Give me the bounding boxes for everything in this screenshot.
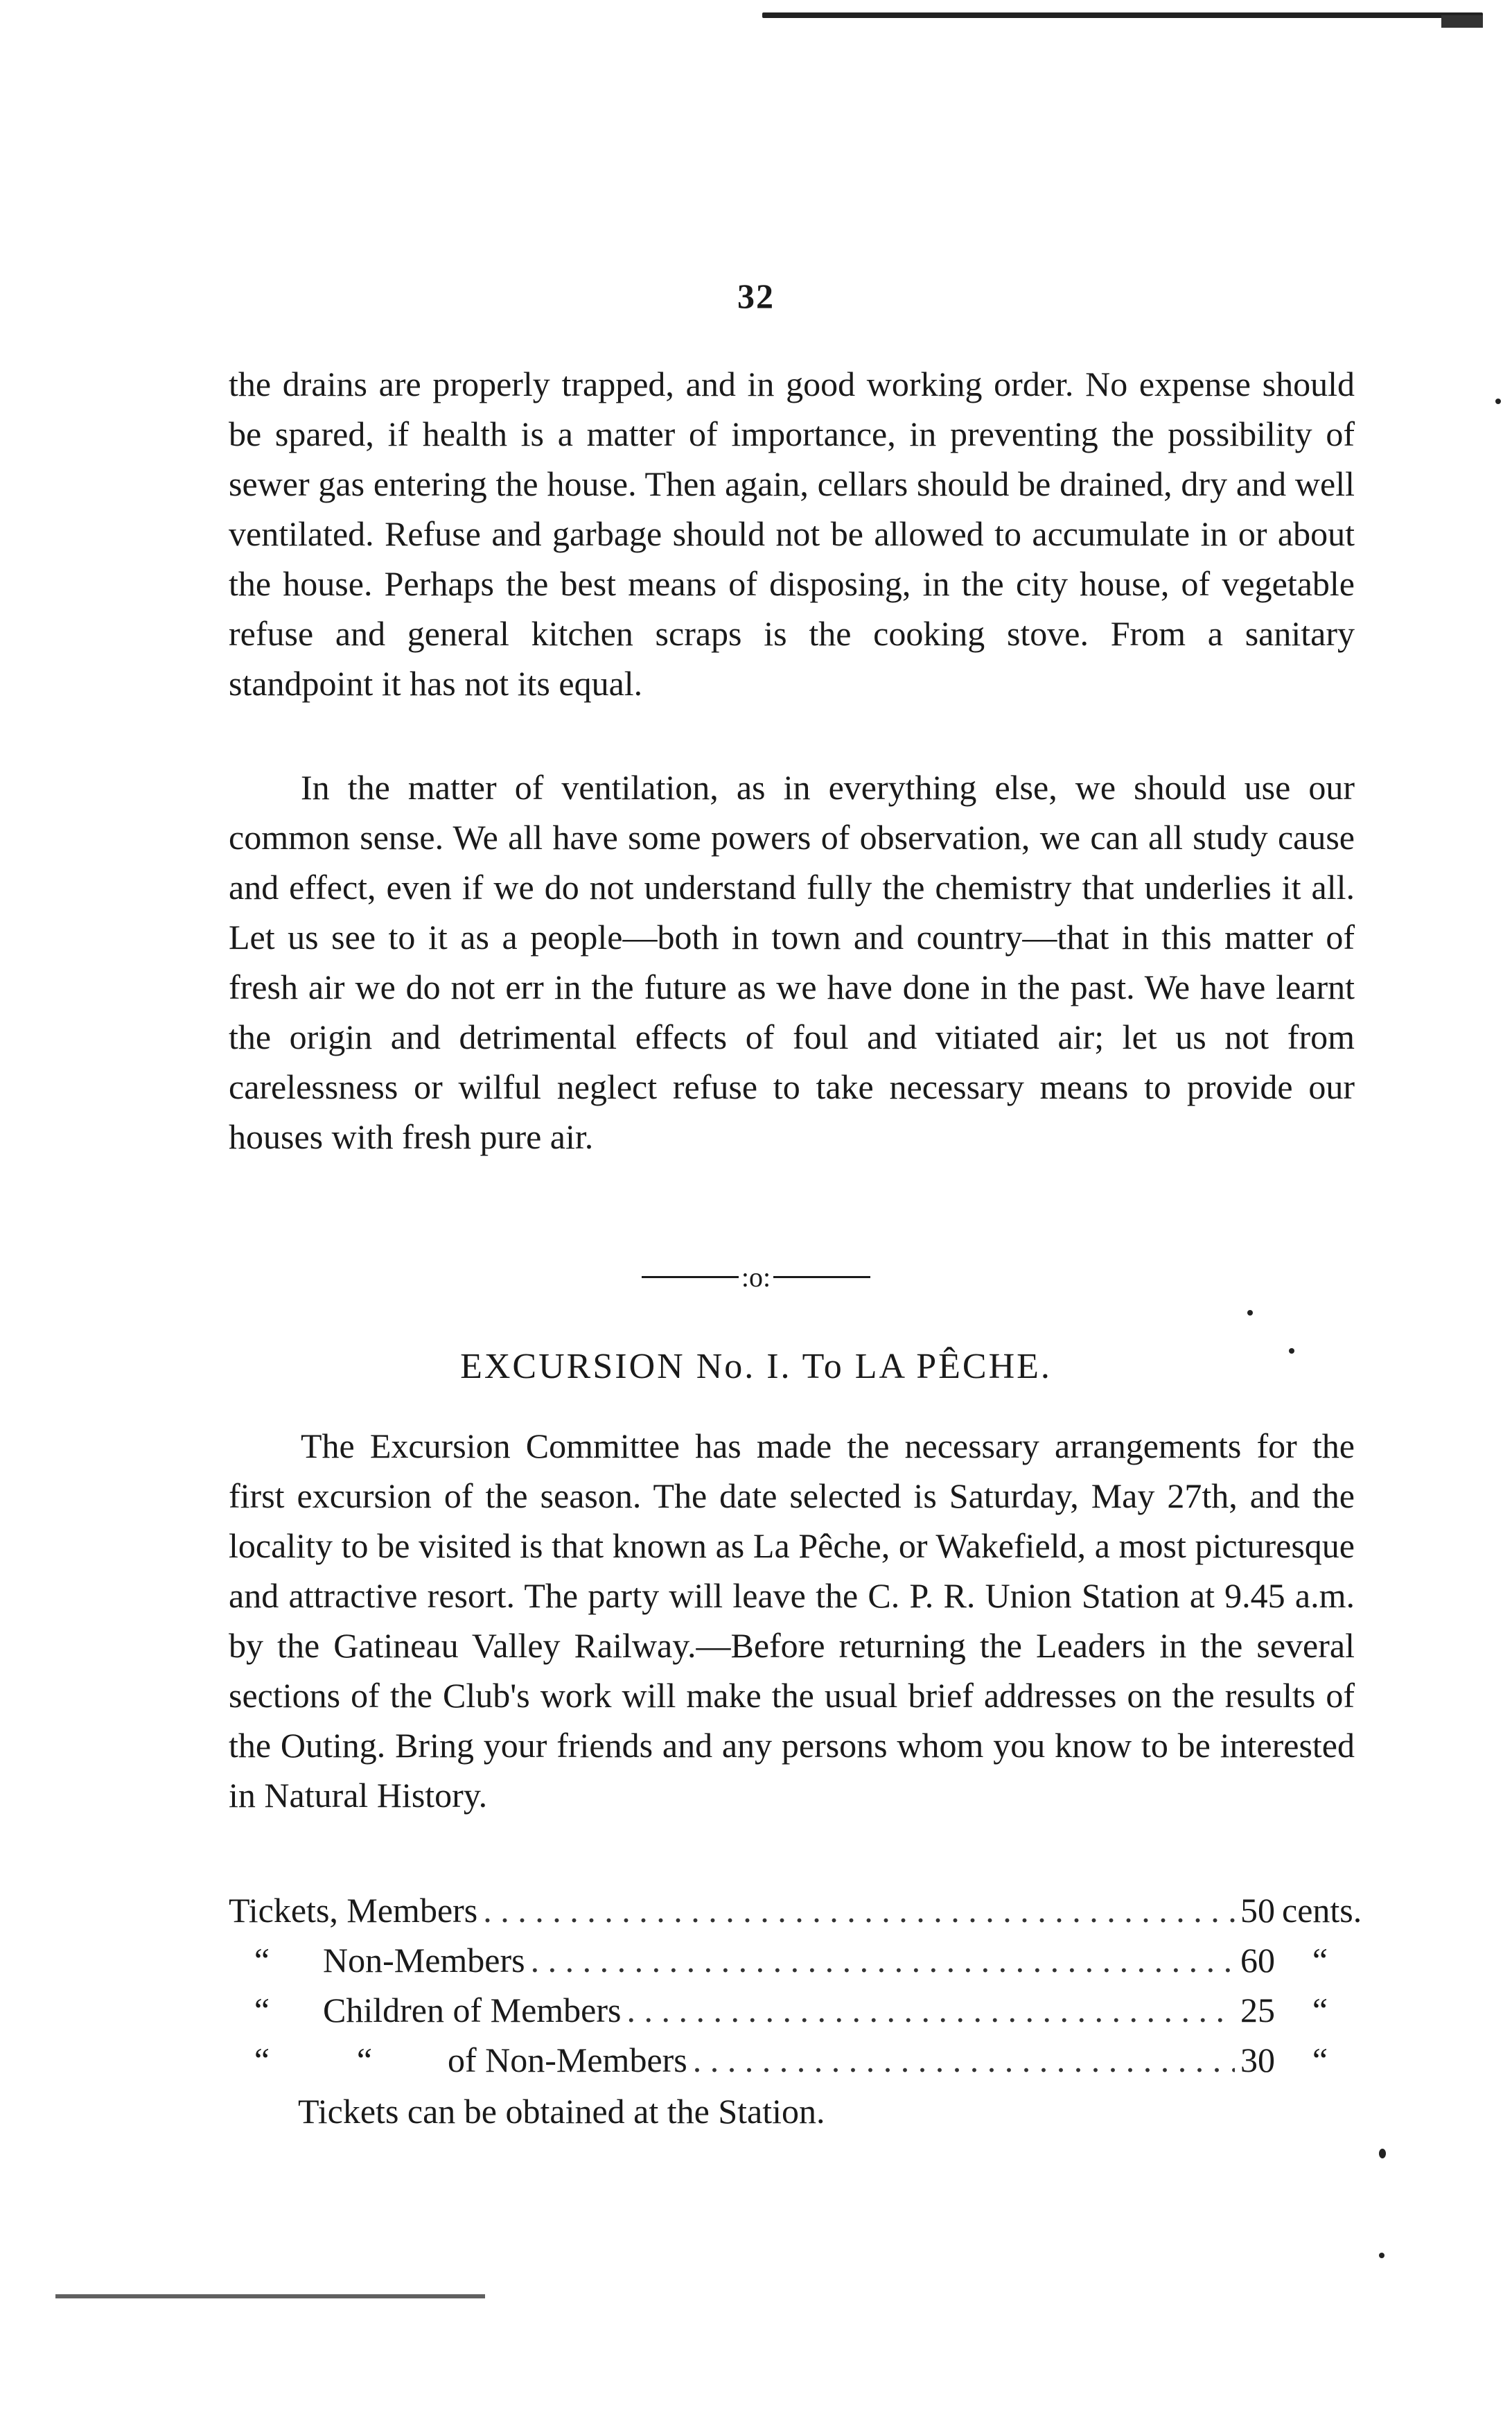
price-amount: 50 — [1240, 1891, 1275, 1930]
scan-edge-bottom — [55, 2294, 485, 2298]
dot-leader — [483, 1885, 1235, 1935]
price-unit: “ — [1312, 1991, 1328, 2029]
divider-mark: :o: — [741, 1261, 771, 1293]
scan-speck — [1289, 1348, 1294, 1354]
price-label: Non-Members — [323, 1941, 525, 1980]
ditto-mark: “ — [254, 1991, 270, 2029]
ticket-price-list — [229, 1885, 1362, 2085]
dot-leader — [531, 1935, 1235, 1985]
excursion-paragraph — [229, 1421, 1355, 1820]
body-paragraph-2 — [229, 762, 1355, 1162]
price-amount: 25 — [1240, 1991, 1275, 2029]
ditto-mark: “ — [254, 2041, 270, 2079]
paragraph-text: In the matter of ventilation, as in everything else, we should use our common sense. We all have some powers of observation, we can all study cause and effect, even if we do not understand fully the chemistry that underlies it all. Let us see to it as a people—both in town and country—that in this matter of fresh air we do not err in the future as we have done in the past. We have learnt the origin and detrimental effects of foul and vitiated air; let us not from carelessness or wilful neglect refuse to take necessary means to provide our houses with fresh pure air. — [229, 768, 1355, 1156]
ditto-mark: “ — [254, 1941, 270, 1980]
ditto-mark: “ — [356, 2041, 373, 2079]
paragraph-text: The Excursion Committee has made the necessary arrangements for the first excursion of the season. The date selected is Saturday, May 27th, and the locality to be visited is that known as La Pêche, or Wakefield, a most picturesque and attractive resort. The party will leave the C. P. R. Union Station at 9.45 a.m. by the Gatineau Valley Railway.—Before returning the Leaders in the several sections of the Club's work will make the usual brief addresses on the results of the Outing. Bring your friends and any persons whom you know to be interested in Natural History. — [229, 1426, 1355, 1815]
price-unit: cents. — [1282, 1891, 1362, 1930]
dot-leader — [693, 2035, 1235, 2085]
price-amount: 60 — [1240, 1941, 1275, 1980]
price-label: of Non-Members — [448, 2041, 687, 2079]
scan-edge-top — [762, 12, 1483, 18]
price-row-members — [229, 1885, 1362, 1935]
dot-leader — [626, 1985, 1235, 2035]
paragraph-text: the drains are properly trapped, and in good working order. No expense should be spared, if health is a matter of importance, in preventing the possibility of sewer gas entering the house. Then again, cellars should be drained, dry and well ventilated. Refuse and garbage should not be allowed to accumulate in or about the house. Perhaps the best means of disposing, in the city house, of vegetable refuse and general kitchen scraps is the cooking stove. From a sanitary standpoint it has not its equal. — [229, 365, 1355, 703]
price-unit: “ — [1312, 2041, 1328, 2079]
price-row-children-non-members — [229, 2035, 1358, 2085]
page-number: 32 — [737, 277, 775, 315]
price-row-children-members — [229, 1985, 1358, 2035]
price-amount: 30 — [1240, 2041, 1275, 2079]
body-paragraph-1 — [229, 359, 1355, 708]
scan-speck — [1247, 1310, 1253, 1316]
price-unit: “ — [1312, 1941, 1328, 1980]
tickets-note: Tickets can be obtained at the Station. — [298, 2092, 825, 2131]
scan-speck — [1495, 399, 1501, 404]
price-label: Tickets, Members — [229, 1891, 478, 1930]
price-row-non-members — [229, 1935, 1358, 1985]
price-label: Children of Members — [323, 1991, 622, 2029]
section-heading: EXCURSION No. I. To LA PÊCHE. — [460, 1347, 1052, 1386]
scan-speck — [1379, 2149, 1386, 2158]
divider-rule-right — [773, 1276, 870, 1278]
divider-rule-left — [642, 1276, 739, 1278]
scan-speck — [1379, 2253, 1384, 2258]
section-divider — [0, 1258, 1512, 1293]
